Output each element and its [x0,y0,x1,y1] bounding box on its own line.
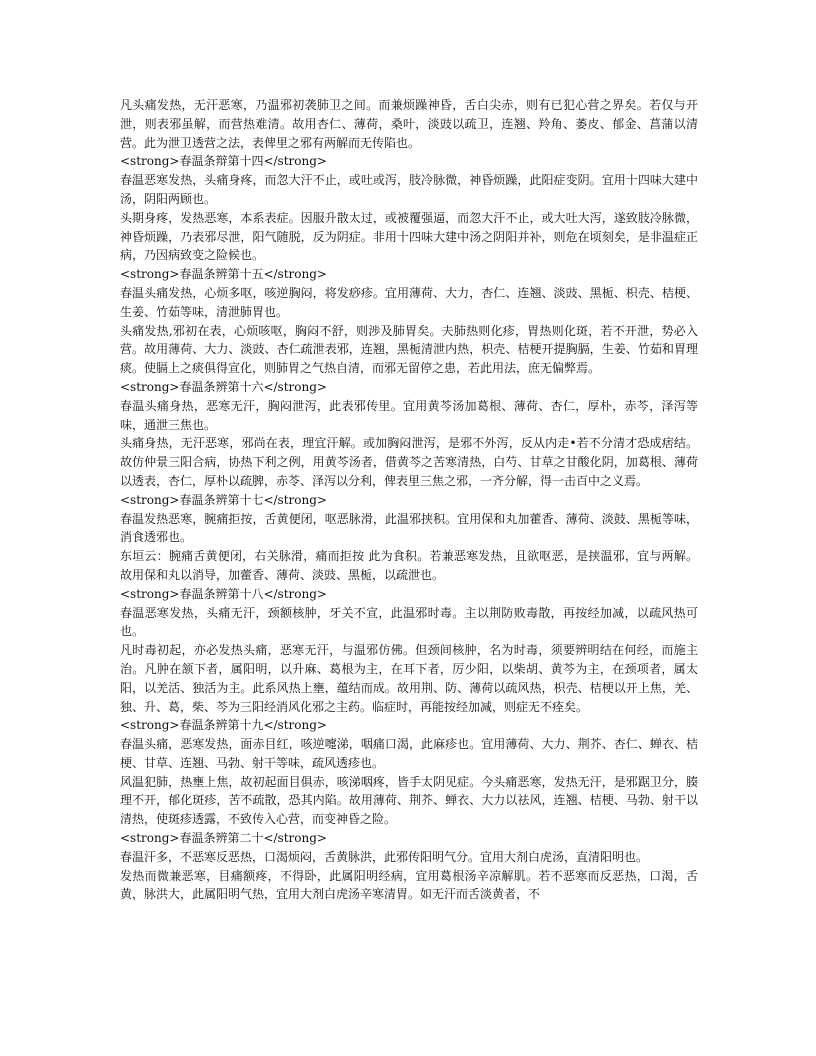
paragraph: 春温汗多，不恶寒反恶热，口渴烦闷，舌黄脉洪，此邪传阳明气分。宜用大剂白虎汤，直清阳明也。 [120,849,649,864]
section-heading: <strong>春温条辨第二十</strong> [120,831,327,846]
section-heading: <strong>春温条辨第十九</strong> [120,718,327,733]
paragraph: 春温头痛，恶寒发热，面赤目红，咳逆嚏涕，咽痛口渴，此麻疹也。宜用薄荷、大力、荆芥、杏仁、蝉衣、桔梗、甘草、连翘、马勃、射干等味，疏风透疹也。 [120,737,698,770]
section-heading: <strong>春温条辩第十四</strong> [120,154,327,169]
section-heading: <strong>春温条辨第十七</strong> [120,492,327,507]
paragraph: 风温犯肺，热壅上焦，故初起面目俱赤，咳涕咽疼，皆手太阴见症。今头痛恶寒，发热无汗，是邪踞卫分，腠理不开，郁化斑疹，苦不疏散，恐其内陷。故用薄荷、荆芥、蝉衣、大力以祛风，连翘、桔梗、马勃、射干以清热，使斑疹透露，不致传入心营，而变神昏之险。 [120,774,698,827]
paragraph: 发热而微兼恶寒，目痛额疼，不得卧，此属阳明经病，宜用葛根汤辛凉解肌。若不恶寒而反恶热，口渴，舌黄，脉洪大，此属阳明气热，宜用大剂白虎汤辛寒清胃。如无汗而舌淡黄者，不 [120,868,698,902]
paragraph: 春温恶寒发热，头痛身疼，而忽大汗不止，或吐或泻，肢冷脉微，神昏烦躁，此阳症变阴。宜用十四味大建中汤，阴阳两顾也。 [120,173,698,206]
paragraph: 春温恶寒发热，头痛无汗，颈额核肿，牙关不宣，此温邪时毒。主以荆防败毒散，再按经加减，以疏风热可也。 [120,605,698,639]
section-heading: <strong>春温条辨第十八</strong> [120,586,327,601]
paragraph: 东垣云：腕痛舌黄便闭，右关脉滑，痛而拒按 此为食积。若兼恶寒发热，且欲呕恶，是挟温邪，宜与两解。故用保和丸以消导，加藿香、薄荷、淡豉、黑栀，以疏泄也。 [120,549,698,582]
paragraph: 头期身疼，发热恶寒，本系表症。因服升散太过，或被覆强逼，而忽大汗不止，或大吐大泻，遂致肢冷脉微，神昏烦躁，乃表邪尽泄，阳气随脱，反为阴症。非用十四味大建中汤之阴阳并补，则危在顷刻矣，是非温症正病，乃因病致变之险候也。 [120,210,698,263]
paragraph: 春温发热恶寒，腕痛拒按，舌黄便闭，呕恶脉滑，此温邪挟积。宜用保和丸加藿香、薄荷、淡鼓、黑栀等味，消食透邪也。 [120,511,698,545]
section-heading: <strong>春温条辨第十五</strong> [120,267,327,282]
paragraph: 凡头痛发热，无汗恶寒，乃温邪初袭肺卫之间。而兼烦躁神昏，舌白尖赤，则有已犯心营之界矣。若仅与开泄，则表邪虽解，而营热难清。故用杏仁、薄荷，桑叶，淡豉以疏卫，连翘、羚角、萎皮、郁金、菖蒲以清营。此为泄卫透营之法，表俾里之邪有两解而无传陷也。 [120,98,698,150]
paragraph: 头痛发热,邪初在表，心烦咳呕，胸闷不舒，则渉及肺胃矣。夫肺热则化疹，胃热则化斑，若不开泄，势必入营。故用薄荷、大力、淡豉、杏仁疏泄表邪，连翘，黑栀清泄内热，枳壳、桔梗开提胸膈，生姜、竹茹和胃理痰。使膈上之痰俱得宣化，则肺胃之气热自清，而邪无留停之患，若此用法，庶无偏弊焉。 [120,323,698,376]
paragraph: 凡时毒初起，亦必发热头痛，恶寒无汗，与温邪仿佛。但颈间核肿，名为时毒，须要辨明结在何经，而施主治。凡肿在颔下者，属阳明，以升麻、葛根为主，在耳下者，厉少阳，以柴胡、黄芩为主，在颈项者，属太阳，以羌活、独活为主。此系风热上壅，蕴结而成。故用荆、防、薄荷以疏风热，枳壳、桔梗以开上焦，羌、独、升、葛，柴、芩为三阳经消风化邪之主药。临症时，再能按经加减，则症无不痊矣。 [120,643,698,714]
document-page [120,96,698,904]
paragraph: 头痛身热，无汗恶寒，邪尚在表，理宜汗解。或加胸闷泄泻，是邪不外泻，反从内走•若不分清才恐成痞结。故仿仲景三阳合病，协热下利之例，用黄芩汤者，借黄芩之苦寒清热，白芍、甘草之甘酸化阴，加葛根、薄荷以透表，杏仁，厚朴以疏脾，赤苓、泽泻以分利，俾表里三焦之邪，一齐分解，得一击百中之义焉。 [120,436,698,488]
section-heading: <strong>春温条辨第十六</strong> [120,379,327,394]
paragraph: 春温头痛发热，心烦多呕，咳逆胸闷，将发痧疹。宜用薄荷、大力，杏仁、连翘、淡豉、黑栀、枳壳、桔梗、生姜、竹茹等味，清泄肺胃也。 [120,285,698,319]
paragraph: 春温头痛身热，恶寒无汗，胸闷泄泻，此表邪传里。宜用黄芩汤加葛根、薄荷、杏仁，厚朴，赤芩，泽泻等味，通泄三焦也。 [120,398,698,432]
